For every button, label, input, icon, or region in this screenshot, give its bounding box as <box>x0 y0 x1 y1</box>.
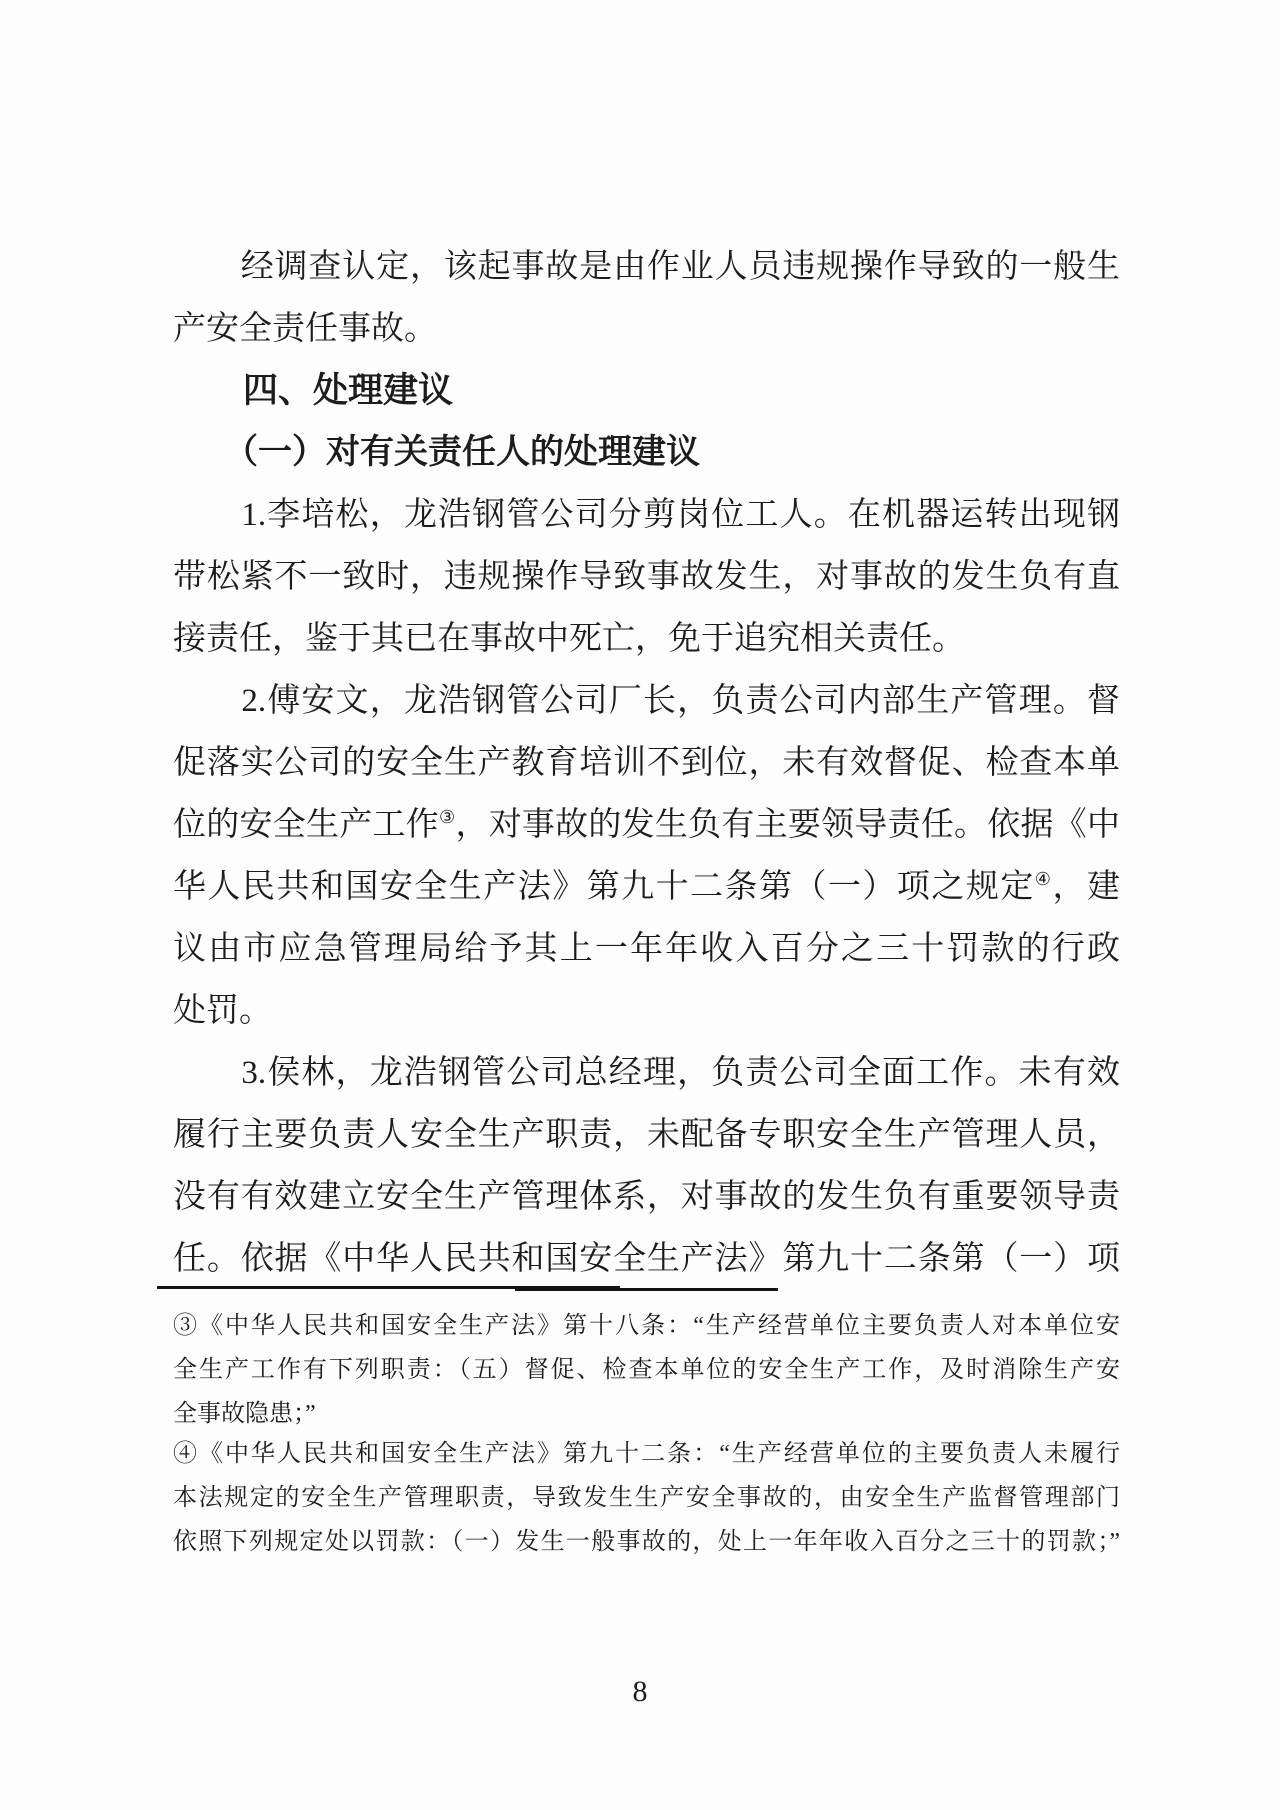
footnote-line: 全生产工作有下列职责：（五）督促、检查本单位的安全生产工作，及时消除生产安 <box>173 1357 1120 1383</box>
footnote-4 <box>173 1432 1120 1564</box>
body-line: 促落实公司的安全生产教育培训不到位，未有效督促、检查本单 <box>173 745 1120 781</box>
body-line: 履行主要负责人安全生产职责，未配备专职安全生产管理人员， <box>173 1117 1120 1153</box>
body-line: 1.李培松，龙浩钢管公司分剪岗位工人。在机器运转出现钢 <box>173 497 1120 533</box>
body-line: 经调查认定，该起事故是由作业人员违规操作导致的一般生 <box>173 249 1120 285</box>
body-line: 华人民共和国安全生产法》第九十二条第（一）项之规定④，建 <box>173 869 1120 905</box>
footnote-line: 依照下列规定处以罚款：（一）发生一般事故的，处上一年年收入百分之三十的罚款；” <box>173 1529 1120 1555</box>
subsection-heading: （一）对有关责任人的处理建议 <box>173 434 700 471</box>
body-line: 处罚。 <box>173 993 272 1029</box>
body-line: 议由市应急管理局给予其上一年年收入百分之三十罚款的行政 <box>173 931 1120 967</box>
section-heading: 四、处理建议 <box>173 371 454 410</box>
footnote-separator <box>515 1288 778 1291</box>
body-line: 3.侯林，龙浩钢管公司总经理，负责公司全面工作。未有效 <box>173 1055 1120 1091</box>
body-line: 位的安全生产工作③，对事故的发生负有主要领导责任。依据《中 <box>173 807 1120 843</box>
page-number: 8 <box>632 1675 648 1708</box>
body-line: 任。依据《中华人民共和国安全生产法》第九十二条第（一）项 <box>173 1241 1120 1277</box>
footnote-3 <box>173 1304 1120 1436</box>
footnote-line: 全事故隐患；” <box>173 1401 316 1427</box>
footnote-line: ③《中华人民共和国安全生产法》第十八条：“生产经营单位主要负责人对本单位安 <box>173 1313 1120 1339</box>
body-text <box>173 236 1120 1290</box>
footnote-line: 本法规定的安全生产管理职责，导致发生生产安全事故的，由安全生产监督管理部门 <box>173 1485 1120 1511</box>
body-line: 接责任，鉴于其已在事故中死亡，免于追究相关责任。 <box>173 621 965 657</box>
footnote-line: ④《中华人民共和国安全生产法》第九十二条：“生产经营单位的主要负责人未履行 <box>173 1441 1120 1467</box>
body-line: 2.傅安文，龙浩钢管公司厂长，负责公司内部生产管理。督 <box>173 683 1120 719</box>
body-line: 产安全责任事故。 <box>173 311 437 347</box>
body-line: 带松紧不一致时，违规操作导致事故发生，对事故的发生负有直 <box>173 559 1120 595</box>
body-line: 没有有效建立安全生产管理体系，对事故的发生负有重要领导责 <box>173 1179 1120 1215</box>
